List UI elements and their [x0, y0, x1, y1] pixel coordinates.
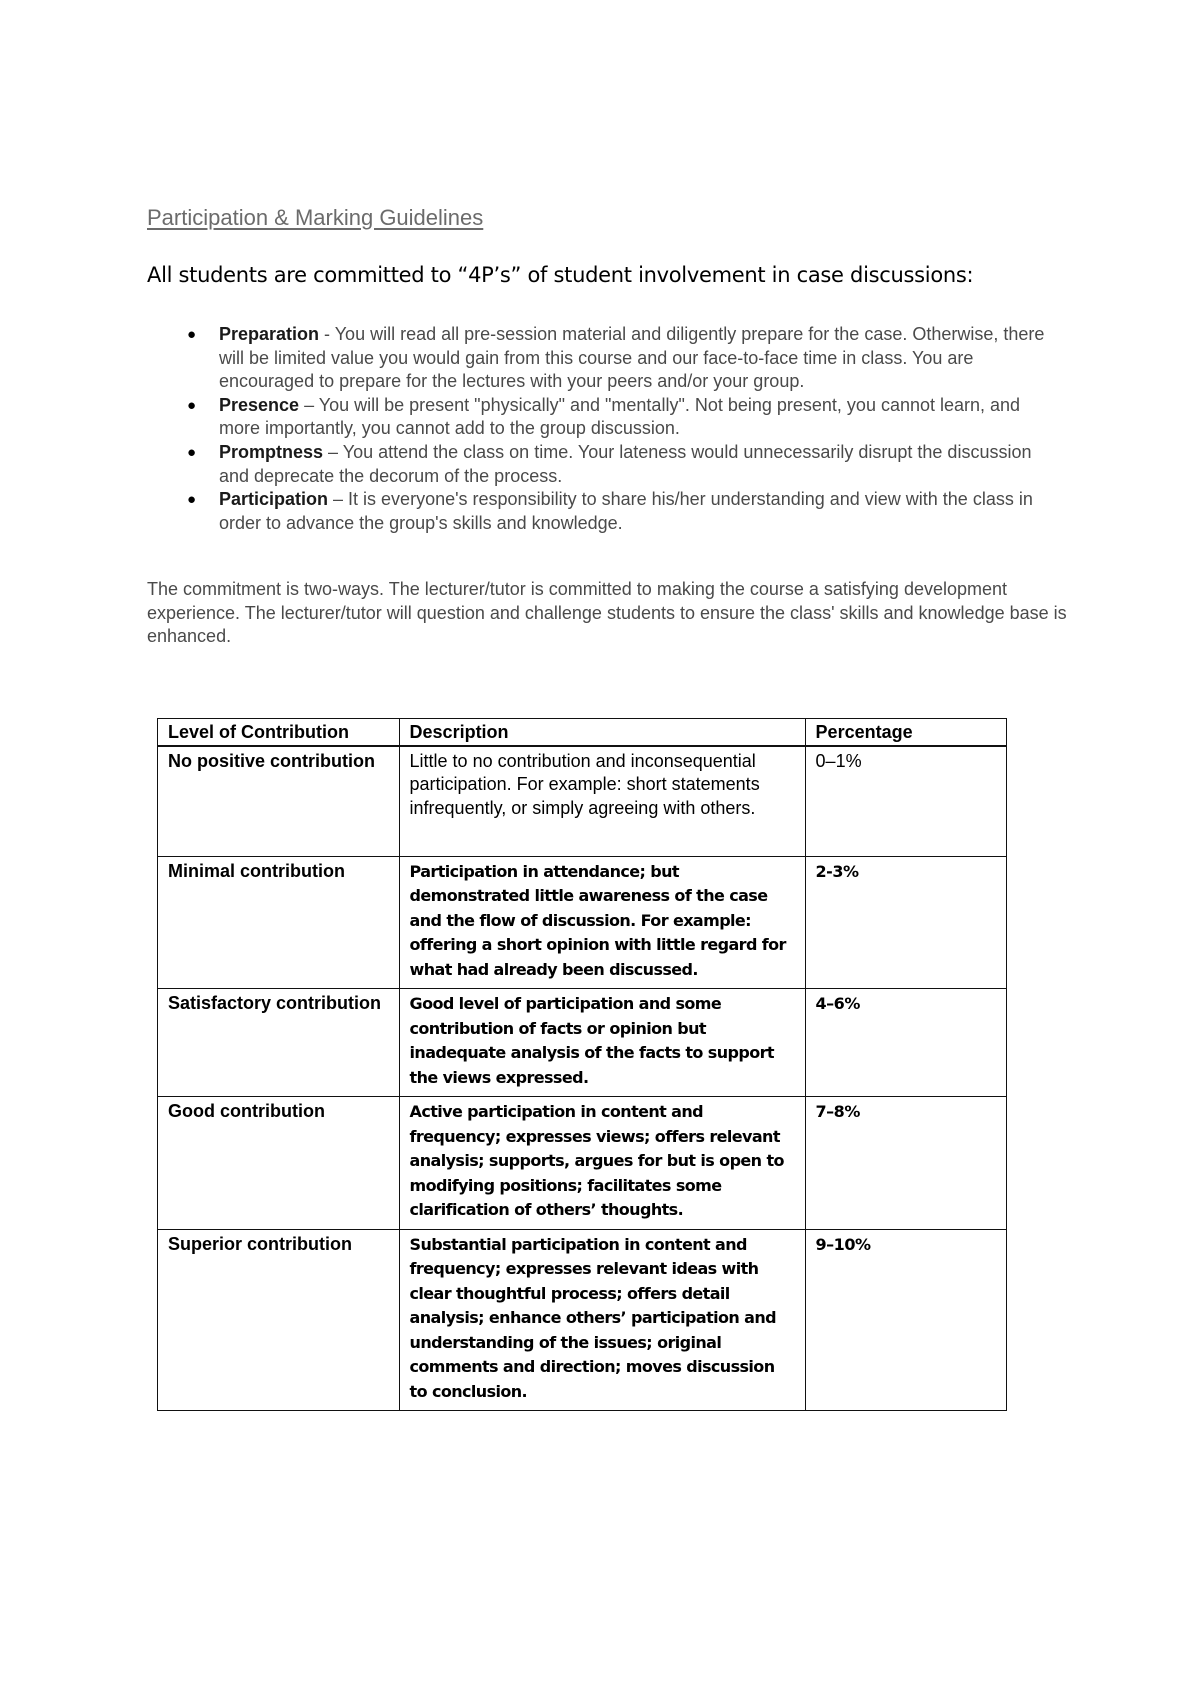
percentage-cell: 2-3% — [805, 856, 1006, 989]
percentage-cell: 9–10% — [805, 1229, 1006, 1411]
table-row — [158, 989, 1007, 1097]
description-cell: Substantial participation in content and frequency; expresses relevant ideas with clear thoughtful process; offers detail analysis; enhance others’ participation and understanding of the issues; original comments and direction; moves discussion to conclusion. — [399, 1229, 805, 1411]
bullet-dot-icon: ● — [187, 443, 197, 461]
contribution-rubric-table — [157, 718, 1007, 1411]
bullet-text: – You will be present "physically" and "mentally". Not being present, you cannot learn, and more importantly, you cannot add to the group discussion. — [219, 394, 1021, 439]
bullet-dot-icon: ● — [187, 326, 197, 343]
level-cell: Good contribution — [158, 1097, 400, 1230]
bullet-term: Preparation — [219, 324, 320, 344]
section-subheading: All students are committed to “4P’s” of student involvement in case discussions: — [147, 263, 974, 287]
bullet-text: – It is everyone's responsibility to share his/her understanding and view with the class in order to advance the group's skills and knowledge. — [219, 489, 1033, 533]
bullet-term: Presence — [219, 394, 300, 415]
percentage-cell: 7–8% — [805, 1097, 1006, 1230]
percentage-cell: 0–1% — [805, 746, 1006, 857]
header-description: Description — [399, 719, 805, 746]
description-cell: Active participation in content and frequency; expresses views; offers relevant analysis; supports, argues for but is open to modifying positions; facilitates some clarification of others’ thoughts. — [399, 1097, 805, 1230]
table-row — [158, 746, 1007, 857]
description-cell: Participation in attendance; but demonstrated little awareness of the case and the flow of discussion. For example: offering a short opinion with little regard for what had already been discussed. — [399, 856, 805, 989]
list-item-presence — [147, 394, 1057, 441]
level-cell: Minimal contribution — [158, 856, 400, 989]
four-ps-list — [147, 323, 1057, 535]
description-cell: Little to no contribution and inconsequential participation. For example: short statements infrequently, or simply agreeing with others. — [399, 746, 805, 857]
bullet-text: - You will read all pre-session material and diligently prepare for the case. Otherwise, there will be limited value you would gain from this course and our face-to-face time in class. You are encouraged to prepare for the lectures with your peers and/or your group. — [219, 324, 1045, 392]
list-item-participation — [147, 488, 1057, 535]
header-level: Level of Contribution — [158, 719, 400, 746]
bullet-term: Promptness — [219, 441, 324, 462]
description-cell: Good level of participation and some contribution of facts or opinion but inadequate analysis of the facts to support the views expressed. — [399, 989, 805, 1097]
commitment-paragraph: The commitment is two-ways. The lecturer/tutor is committed to making the course a satisfying development experience. The lecturer/tutor will question and challenge students to ensure the class' skills and knowledge base is enhanced. — [147, 579, 1067, 647]
header-percentage: Percentage — [805, 719, 1006, 746]
bullet-dot-icon: ● — [187, 491, 197, 509]
table-row — [158, 856, 1007, 989]
bullet-dot-icon: ● — [187, 396, 197, 414]
table-header-row — [158, 719, 1007, 746]
level-cell: No positive contribution — [158, 746, 400, 857]
bullet-text: – You attend the class on time. Your lateness would unnecessarily disrupt the discussion and deprecate the decorum of the process. — [219, 441, 1032, 486]
table-row — [158, 1097, 1007, 1230]
document-title: Participation & Marking Guidelines — [147, 205, 484, 230]
percentage-cell: 4–6% — [805, 989, 1006, 1097]
list-item-preparation — [147, 323, 1057, 394]
level-cell: Satisfactory contribution — [158, 989, 400, 1097]
list-item-promptness — [147, 441, 1057, 488]
table-row — [158, 1229, 1007, 1411]
bullet-term: Participation — [219, 489, 329, 510]
level-cell: Superior contribution — [158, 1229, 400, 1411]
